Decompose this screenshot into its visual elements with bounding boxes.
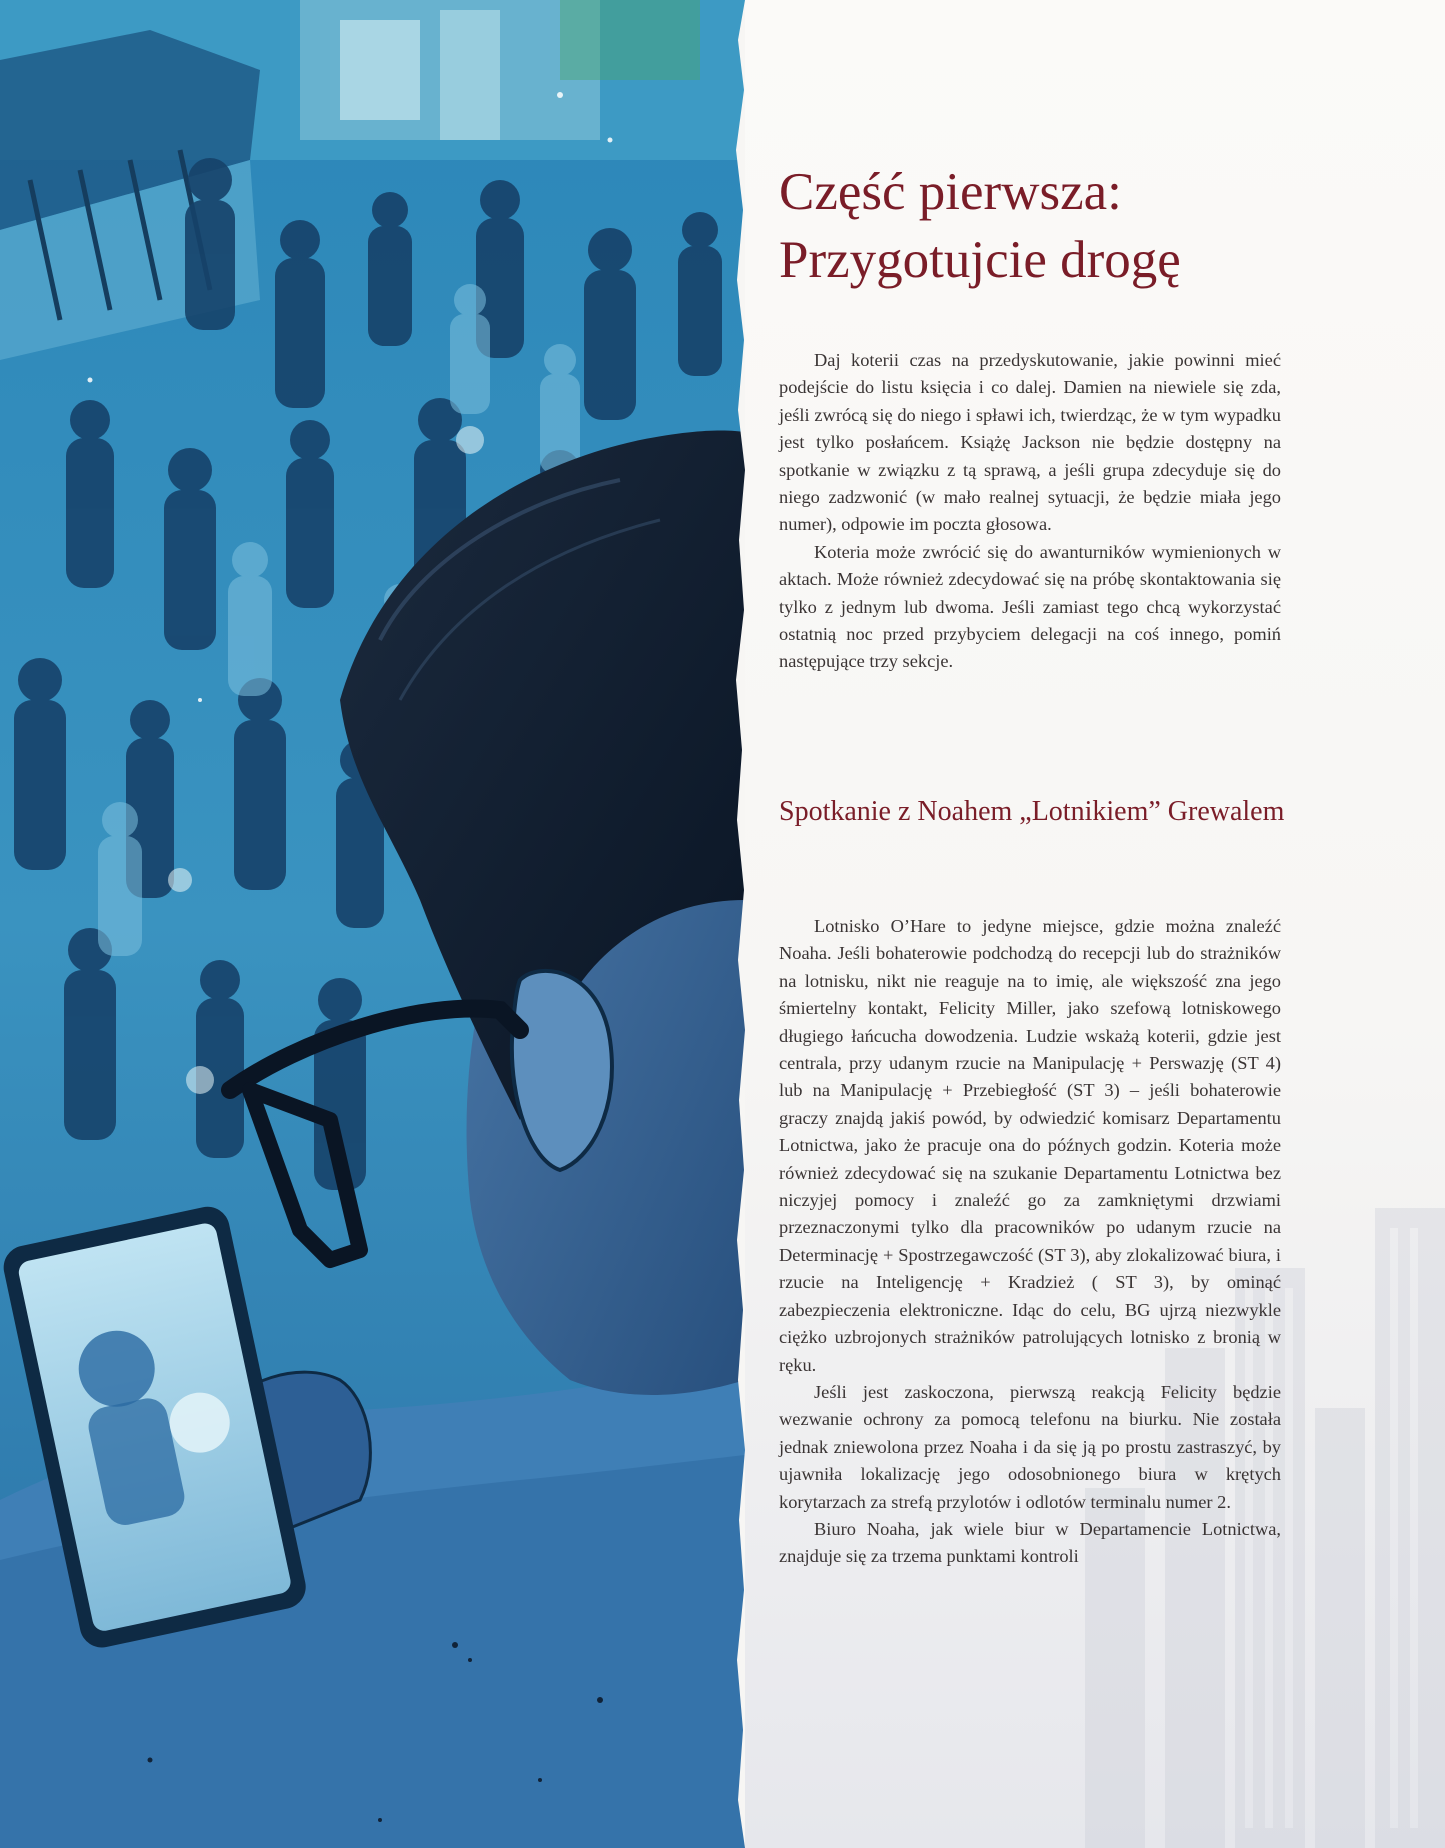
intro-paragraph: Daj koterii czas na przedyskutowanie, jakie powinni mieć podejście do listu księcia i co dalej. Damien na niewiele się zda, jeśli zwrócą się do niego i spławi ich, twierdząc, że w tym wypadku jest tylko posłańcem. Książę Jackson nie będzie dostępny na spotkanie w związku z tą sprawą, a jeśli grupa zdecyduje się do niego zadzwonić (w mało realnej sytuacji, że będzie miała jego numer), odpowie im poczta głosowa. xyxy=(779,350,1281,535)
intro-text xyxy=(779,347,1281,676)
section-paragraph: Lotnisko O’Hare to jedyne miejsce, gdzie można znaleźć Noaha. Jeśli bohaterowie podchodzą do recepcji lub do strażników na lotnisku, nikt nie reaguje na to imię, ale większość zna jego śmiertelny kontakt, Felicity Miller, jako szefową lotniskowego długiego łańcucha dowodzenia. Ludzie wskażą koterii, gdzie jest centrala, przy udanym rzucie na Manipulację + Perswazję (ST 4) lub na Manipulację + Przebiegłość (ST 3) – jeśli bohaterowie graczy znajdą jakiś powód, by odwiedzić komisarz Departamentu Lotnictwa, jako że pracuje ona do późnych godzin. Koteria może również zdecydować się na szukanie Departamentu Lotnictwa bez niczyjej pomocy i znaleźć go za zamkniętymi drzwiami przeznaczonymi tylko dla pracowników po udanym rzucie na Determinację + Spostrzegawczość (ST 3), aby zlokalizować biura, i rzucie na Inteligencję + Kradzież ( ST 3), by ominąć zabezpieczenia elektroniczne. Idąc do celu, BG ujrzą niezwykle ciężko uzbrojonych strażników patrolujących lotnisko z bronią w ręku. xyxy=(779,916,1281,1375)
section-paragraph: Jeśli jest zaskoczona, pierwszą reakcją Felicity będzie wezwanie ochrony za pomocą telefonu na biurku. Nie została jednak zniewolona przez Noaha i da się ją po prostu zastraszyć, by ujawniła lokalizację jego odosobnionego biura w krętych korytarzach za strefą przylotów i odlotów terminalu numer 2. xyxy=(779,1381,1281,1512)
section-heading: Spotkanie z Noahem „Lotnikiem” Grewalem xyxy=(779,796,1285,827)
section-text xyxy=(779,913,1281,1571)
text-column xyxy=(745,0,1445,1848)
chapter-title: Część pierwsza: Przygotujcie drogę xyxy=(779,163,1181,289)
section-paragraph: Biuro Noaha, jak wiele biur w Departamencie Lotnictwa, znajduje się za trzema punktami kontroli xyxy=(779,1518,1281,1567)
intro-paragraph: Koteria może zwrócić się do awanturników wymienionych w aktach. Może również zdecydować się na próbę skontaktowania się tylko z jednym lub dwoma. Jeśli zamiast tego chcą wykorzystać ostatnią noc przed przybyciem delegacji na coś innego, pomiń następujące trzy sekcje. xyxy=(779,541,1281,672)
